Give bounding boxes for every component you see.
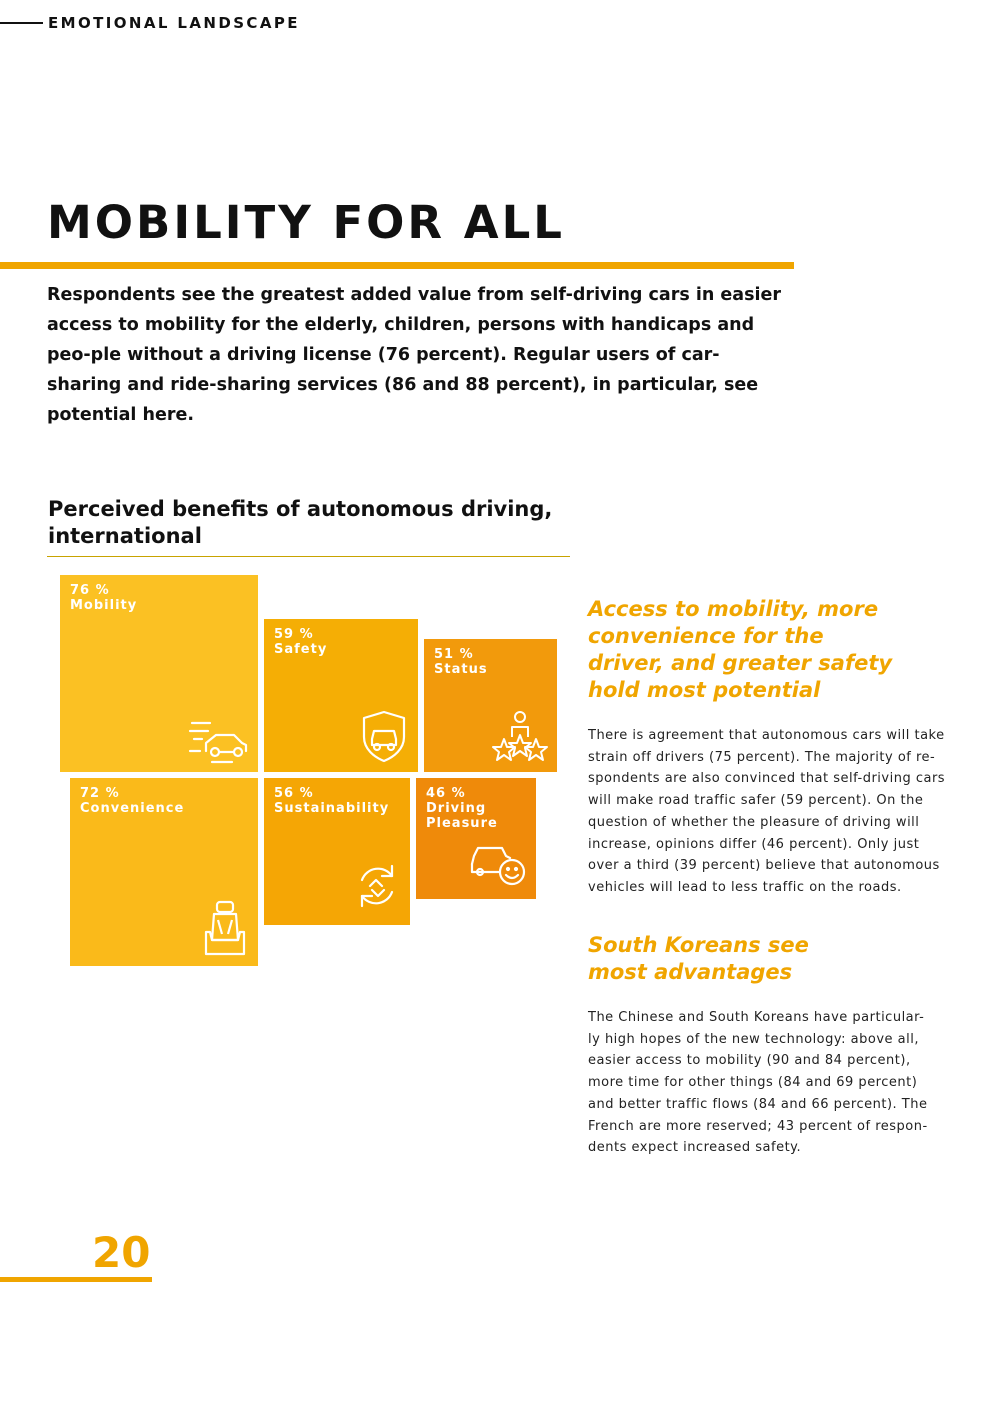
chart-title: Perceived benefits of autonomous driving, international [48,497,553,548]
page-number-rule [0,1277,152,1282]
tile-percent: 51 % [434,647,474,662]
tile-label: Convenience [80,801,185,816]
lead-paragraph: Respondents see the greatest added value from self-driving cars in easier access to mobility for the elderly, children, persons with handicaps and peo-ple without a driving license (76 percent). Regular users of car-sharing and ride-sharing services (86 and 88 percent), in particular, see potential here. [47,285,782,425]
tile-percent: 56 % [274,786,314,801]
tile-label: Status [434,662,488,677]
tile-label: Sustainability [274,801,390,816]
shield-car-icon [360,709,408,763]
tile-percent: 46 % [426,786,466,801]
sidebar-text-1: There is agreement that autonomous cars will take strain off drivers (75 percent). The majority of re-spondents are also convinced that self-driving cars will make road traffic safer (59 percent). On the question of whether the pleasure of driving will increase, opinions differ (46 percent). Only just over a third (39 percent) believe that autonomous vehicles will lead to less traffic on the roads. [588,728,946,895]
tile-sustainability [264,778,410,925]
recycle-icon [354,860,400,912]
tile-driving-pleasure [416,778,536,899]
section-label: EMOTIONAL LANDSCAPE [48,14,300,32]
section-marker-line [0,22,43,24]
tile-label: Mobility [70,598,138,613]
title-rule [0,262,794,269]
tile-percent: 76 % [70,583,110,598]
tile-percent: 72 % [80,786,120,801]
car-speed-icon [188,715,250,767]
car-smile-icon [468,842,526,890]
sidebar-text-2: The Chinese and South Koreans have particular-ly high hopes of the new technology: above all, easier access to mobility (90 and 84 percent), more time for other things (84 and 69 percent) and better traffic flows (84 and 66 percent). The French are more reserved; 43 percent of respon-dents expect increased safety. [588,1010,928,1156]
sidebar-heading-2: South Koreans see most advantages [588,933,809,984]
car-seat-icon [202,900,248,958]
tile-mobility [60,575,258,772]
tile-percent: 59 % [274,627,314,642]
tile-status [424,639,557,772]
tile-convenience [70,778,258,966]
chart-title-rule [47,556,570,557]
page-number: 20 [92,1228,151,1277]
tile-safety [264,619,418,772]
tile-label: Safety [274,642,328,657]
tile-label: Driving Pleasure [426,801,498,831]
page-title: MOBILITY FOR ALL [47,196,565,249]
sidebar-heading-1: Access to mobility, more convenience for the driver, and greater safety hold most potential [588,597,893,702]
person-stars-icon [492,709,548,765]
